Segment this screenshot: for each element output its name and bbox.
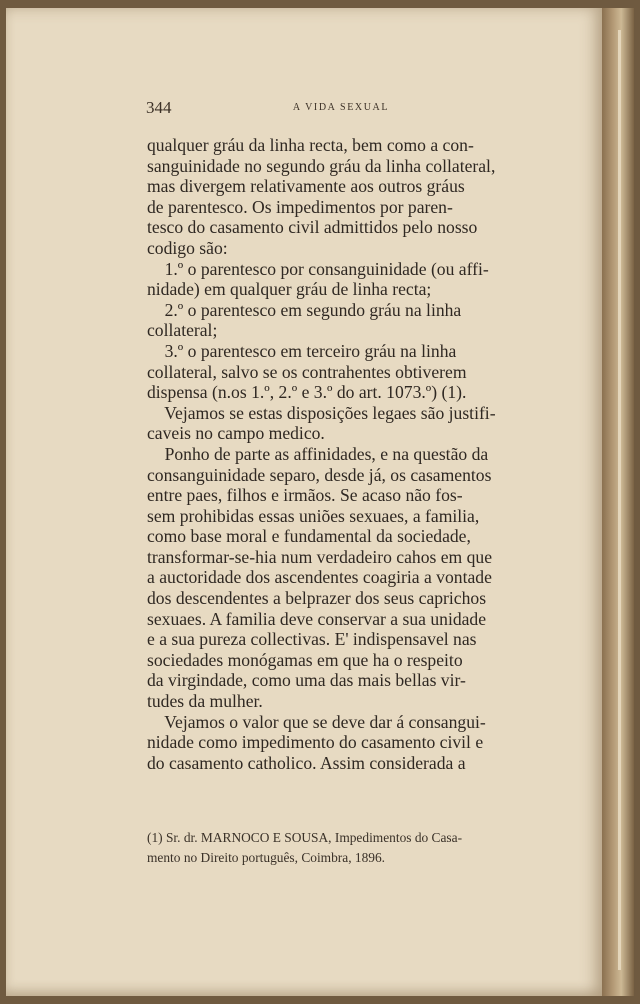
page-header (146, 98, 536, 118)
text-line: a auctoridade dos ascendentes coagiria a vontade (147, 567, 492, 588)
text-line: 1.º o parentesco por consanguinidade (ou affi- (147, 258, 489, 279)
running-title: A VIDA SEXUAL (292, 102, 390, 113)
text-line: collateral, salvo se os contrahentes obtiverem (147, 361, 467, 382)
text-line: tudes da mulher. (147, 691, 263, 712)
text-line: do casamento catholico. Assim considerada a (147, 752, 466, 773)
text-line: Ponho de parte as affinidades, e na questão da (147, 443, 489, 464)
text-line: de parentesco. Os impedimentos por paren- (147, 196, 453, 217)
text-line: codigo são: (147, 237, 228, 258)
footnote-line: (1) Sr. dr. MARNOCO E SOUSA, Impedimentos do Casa- (147, 830, 463, 845)
text-line: mas divergem relativamente aos outros gráus (147, 176, 465, 197)
text-line: 3.º o parentesco em terceiro gráu na linha (147, 340, 457, 361)
text-line: dos descendentes a belprazer dos seus caprichos (147, 588, 487, 609)
text-line: transformar-se-hia num verdadeiro cahos em que (147, 546, 493, 567)
text-line: e a sua pureza collectivas. E' indispensavel nas (147, 629, 477, 650)
text-line: sociedades monógamas em que ha o respeito (147, 649, 463, 670)
text-line: sanguinidade no segundo gráu da linha collateral, (147, 155, 496, 176)
text-line: da virgindade, como uma das mais bellas vir- (147, 670, 466, 691)
page-edge-highlight (618, 30, 621, 970)
text-line: Vejamos o valor que se deve dar á consangui- (147, 711, 486, 732)
text-line: tesco do casamento civil admittidos pelo nosso (147, 217, 478, 238)
text-line: entre paes, filhos e irmãos. Se acaso não fos- (147, 485, 463, 506)
text-line: Vejamos se estas disposições legaes são justifi- (147, 402, 496, 423)
body-text (147, 135, 537, 773)
text-line: nidade como impedimento do casamento civil e (147, 732, 484, 753)
text-line: sexuaes. A familia deve conservar a sua unidade (147, 608, 487, 629)
text-line: caveis no campo medico. (147, 423, 325, 444)
page-number: 344 (146, 98, 172, 117)
text-line: sem prohibidas essas uniões sexuaes, a familia, (147, 505, 480, 526)
text-line: dispensa (n.os 1.º, 2.º e 3.º do art. 1073.º) (1). (147, 382, 467, 403)
text-line: nidade) em qualquer gráu de linha recta; (147, 279, 432, 300)
book-page (6, 8, 602, 996)
text-line: collateral; (147, 320, 218, 341)
footnote (147, 828, 537, 868)
text-line: consanguinidade separo, desde já, os casamentos (147, 464, 492, 485)
text-line: como base moral e fundamental da sociedade, (147, 526, 471, 547)
text-line: 2.º o parentesco em segundo gráu na linha (147, 299, 462, 320)
text-line: qualquer gráu da linha recta, bem como a con- (147, 135, 474, 155)
footnote-line: mento no Direito português, Coimbra, 1896. (147, 850, 386, 865)
